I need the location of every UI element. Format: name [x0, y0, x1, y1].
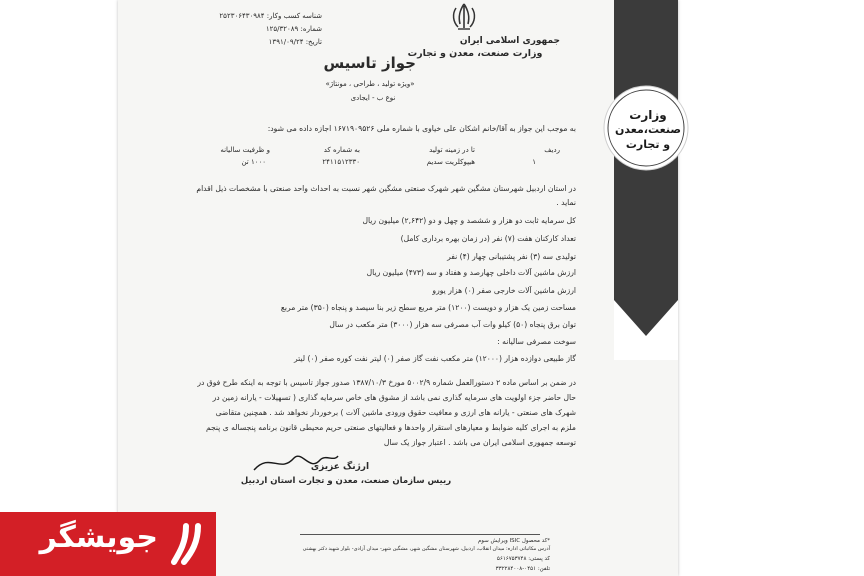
org-line-2: وزارت صنعت، معدن و تجارت: [407, 48, 543, 59]
table-header-row: ردیف: [544, 146, 560, 154]
ref-value: ۱۳۹۱/۰۹/۲۴: [268, 38, 304, 46]
paragraph-line-5: توسعه جمهوری اسلامی ایران می باشد . اعتبار جواز یک سال: [383, 438, 576, 447]
table-cell-code: ۲۴۱۱۵۱۲۳۳۰: [322, 158, 360, 166]
fuel-title: سوخت مصرفی سالیانه :: [497, 337, 576, 346]
footer-line-1: *کد محصول ISIC ویرایش سوم: [477, 538, 550, 544]
table-header-capacity: و ظرفیت سالیانه: [220, 146, 270, 154]
footer-divider: [300, 534, 540, 535]
table-cell-product: هیپوکلریت سدیم: [426, 158, 475, 166]
power-water-line: توان برق پنجاه (۵۰) کیلو وات آب مصرفی سه هزار (۳۰۰۰) متر مکعب در سال: [329, 320, 576, 329]
iran-emblem-icon: [446, 2, 482, 32]
ref-label: شماره:: [300, 25, 322, 33]
ref-value: ۲۵۲۳۰۶۴۳۰۹۸۴: [219, 12, 265, 20]
footer-line-3: کد پستی: ۵۶۱۶۷۵۳۷۴۸: [496, 556, 550, 562]
seal-line-1: وزارت: [629, 108, 667, 122]
ref-block: [182, 12, 322, 46]
fuel-line: گاز طبیعی دوازده هزار (۱۲۰۰۰) متر مکعب نفت گاز صفر (۰) لیتر نفت کوره صفر (۰) لیتر: [293, 354, 576, 363]
seal-line-3: و تجارت: [625, 138, 671, 151]
doc-title: جواز تاسیس: [323, 54, 416, 72]
table-cell-capacity: ۱۰۰۰ تن: [241, 158, 266, 166]
paragraph-line-2: حال حاضر جزء اولویت های سرمایه گذاری نمی باشد از مشوق های خاص سرمایه گذاری ( تسهیلات - یارانه زمین در: [212, 393, 576, 402]
ribbon-seal-graphic: [598, 0, 694, 360]
paragraph-line-4: ملزم به اجرای کلیه ضوابط و معیارهای استقرار واحدها و فعالیتهای صنعتی حریم محیطی قانون برنامه پنجساله ی پنجم: [205, 423, 576, 432]
table-cell-num: ۱: [532, 158, 536, 166]
seal-line-2: صنعت،معدن: [615, 123, 681, 136]
intro-line: به موجب این جواز به آقا/خانم اشکان علی خیاوی با شماره ملی ۱۶۷۱۹۰۹۵۲۶ اجازه داده می شود:: [267, 124, 576, 133]
subtitle-2: نوع ب - ایجادی: [350, 94, 396, 102]
staff-line: تعداد کارکنان هفت (۷) نفر (در زمان بهره برداری کامل): [400, 234, 576, 243]
ref-value: ۱۲۵/۳۲۰۸۹: [265, 25, 299, 33]
footer-line-4: تلفن: ۰۴۵۱-۳۳۲۲۸۴۰۰۸: [495, 566, 550, 572]
paragraph-line-1: در ضمن بر اساس ماده ۲ دستورالعمل شماره ۵۰۰۲/۹ مورخ ۱۳۸۷/۱۰/۳ صدور جواز تاسیس با توجه به اینکه طرح فوق در: [197, 378, 576, 387]
paragraph-line-3: شهرک های صنعتی - یارانه های ارزی و معافیت حقوق ورودی ماشین آلات ) برخوردار نخواهد شد . همچنین متقاضی: [215, 408, 576, 417]
land-area-line: مساحت زمین یک هزار و دویست (۱۲۰۰) متر مربع سطح زیر بنا سیصد و پنجاه (۳۵۰) متر مربع: [280, 303, 576, 312]
table-header-code: به شماره کد: [323, 146, 360, 154]
signer-name: ارژنگ عزیزی: [310, 462, 370, 472]
production-staff-line: تولیدی سه (۳) نفر پشتیبانی چهار (۴) نفر: [447, 252, 576, 261]
ref-label: تاریخ:: [305, 38, 322, 46]
brand-logo-icon: [166, 522, 206, 566]
footer-line-2: آدرس مکاتباتی اداره: میدان انقلاب، اردبیل، شهرستان مشگین شهر، مشگین شهر- میدان آزادی- بلوار شهید دکتر بهشتی: [302, 546, 550, 552]
machinery-domestic-line: ارزش ماشین آلات داخلی چهارصد و هفتاد و سه (۴۷۳) میلیون ریال: [366, 268, 576, 277]
ref-label: شناسه کسب وکار:: [266, 12, 322, 20]
brand-name: جویشگر: [39, 520, 158, 555]
table-header-field: تا در زمینه تولید: [429, 146, 475, 154]
capital-line: کل سرمایه ثابت دو هزار و ششصد و چهل و دو (۲,۶۴۲) میلیون ریال: [362, 216, 576, 225]
location-line-2: نماید .: [556, 198, 576, 207]
org-line-1: جمهوری اسلامی ایران: [459, 36, 560, 46]
location-line-1: در استان اردبیل شهرستان مشگین شهر شهرک صنعتی مشگین شهر نسبت به احداث واحد صنعتی با مشخصات ذیل اقدام: [196, 184, 576, 193]
subtitle-1: «ویژه تولید ، طراحی ، مونتاژ»: [325, 80, 415, 88]
signer-title: رییس سازمان صنعت، معدن و تجارت استان اردبیل: [240, 476, 452, 486]
machinery-foreign-line: ارزش ماشین آلات خارجی صفر (۰) هزار یورو: [432, 286, 576, 295]
